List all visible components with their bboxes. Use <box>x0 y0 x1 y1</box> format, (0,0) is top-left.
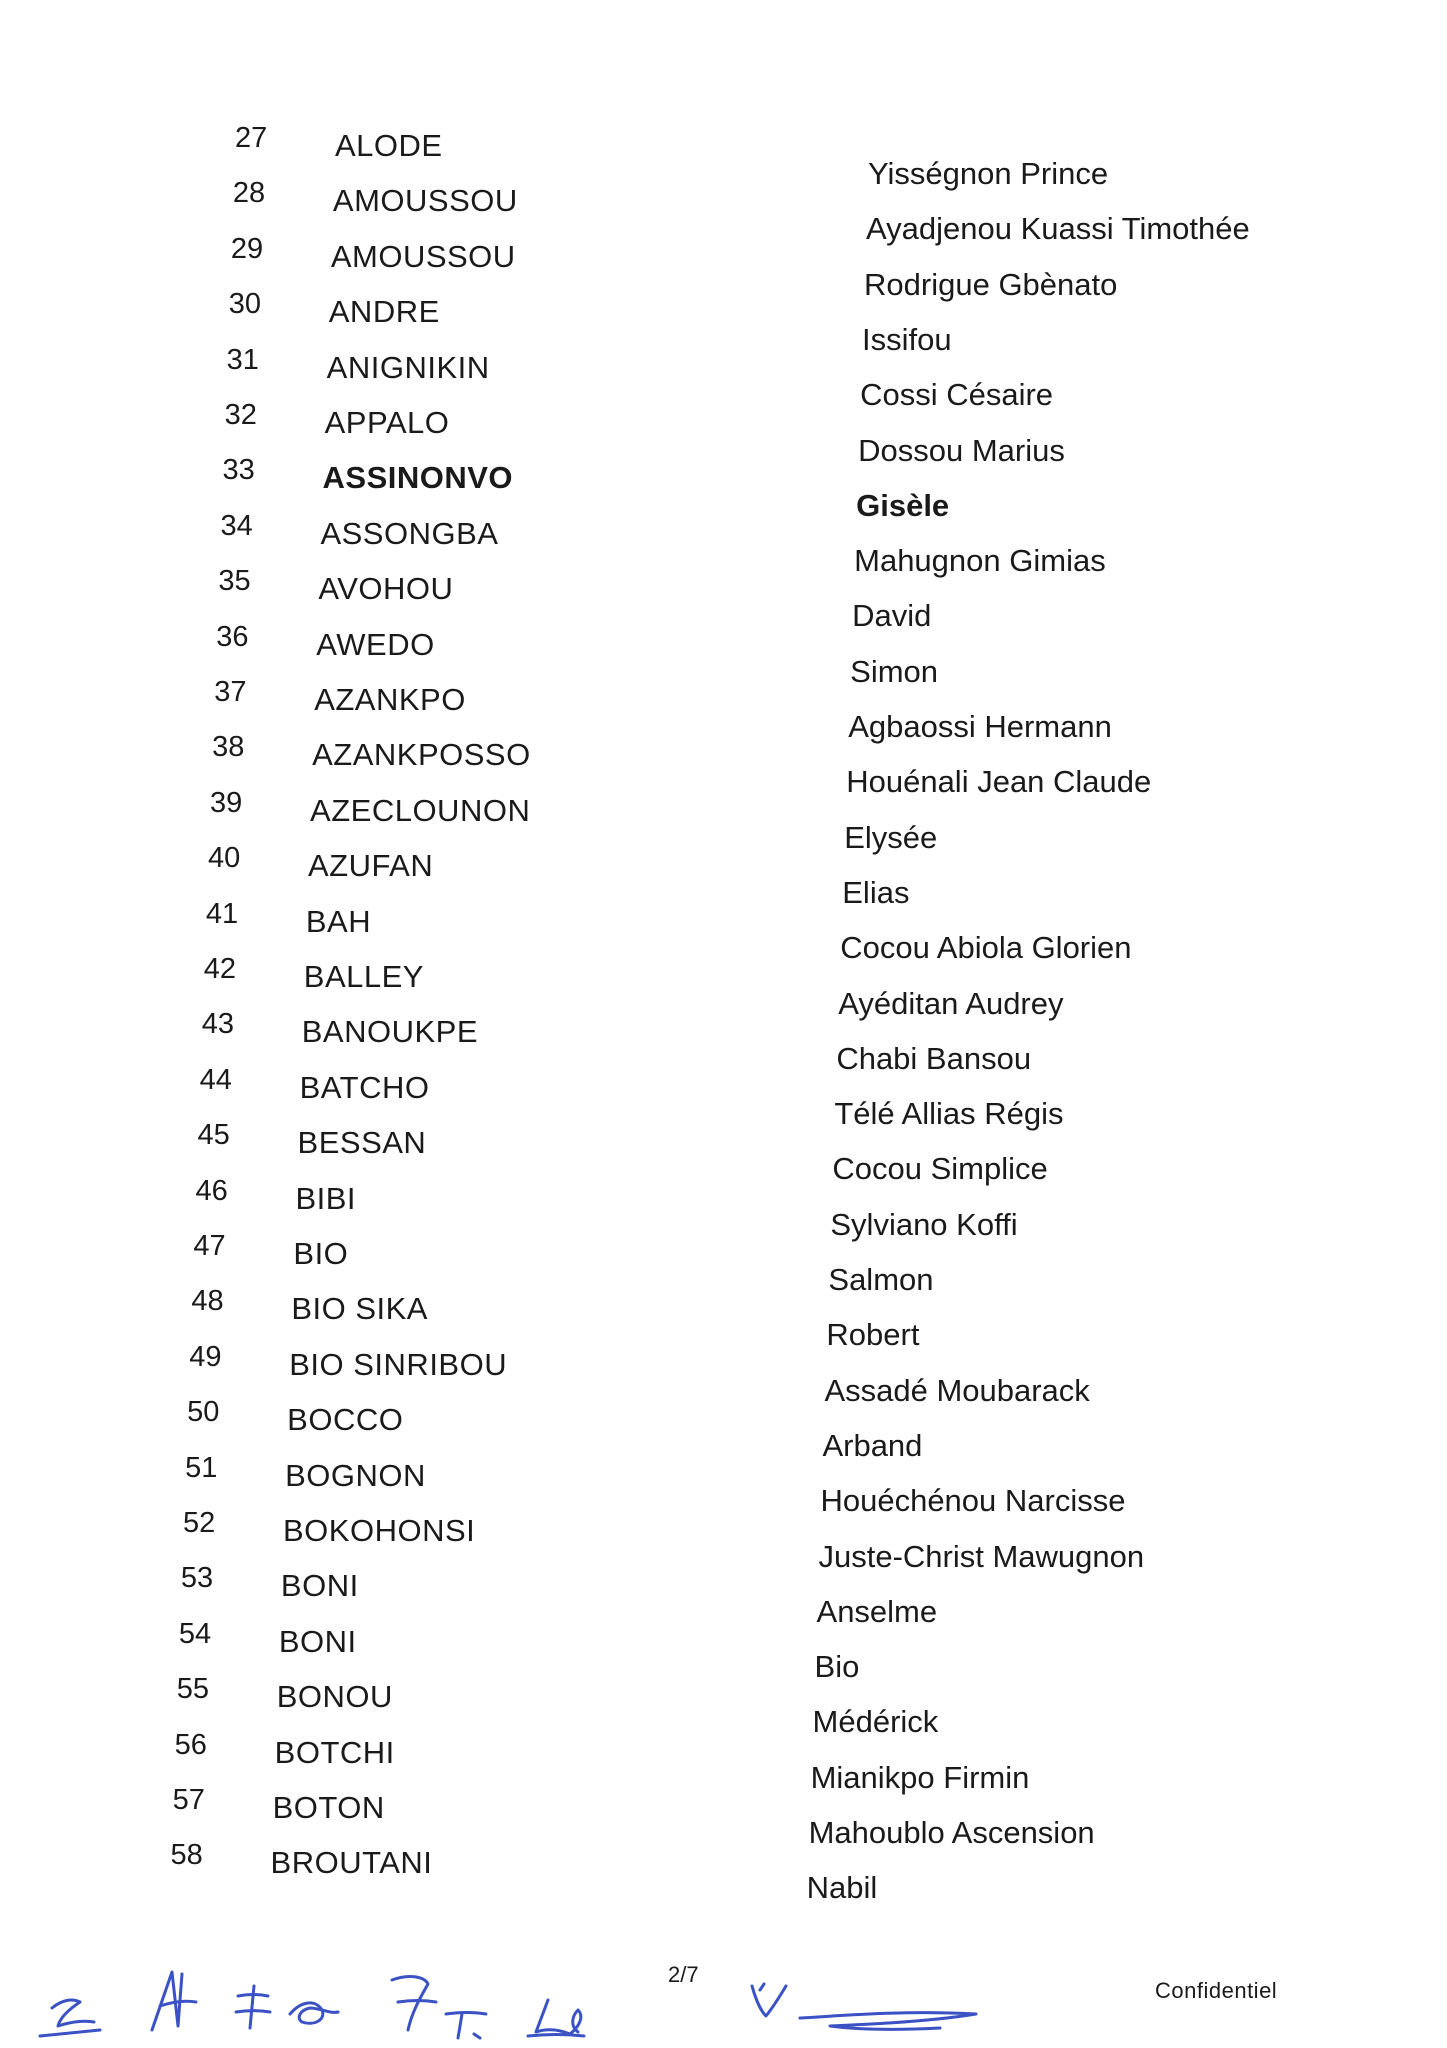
given-name: Bio <box>814 1649 860 1685</box>
initials-3 <box>236 1986 270 2028</box>
row-number: 54 <box>178 1617 212 1650</box>
row-number: 32 <box>224 399 257 431</box>
row-number: 52 <box>183 1507 216 1539</box>
surname: BAH <box>305 903 372 939</box>
given-name: Cossi Césaire <box>860 377 1054 413</box>
surname: ASSINONVO <box>322 460 514 496</box>
initials-2 <box>152 1972 196 2030</box>
surname: ANDRE <box>328 294 440 330</box>
given-name: Elias <box>842 874 910 910</box>
given-name: David <box>852 598 932 634</box>
given-name: Gisèle <box>856 487 950 523</box>
row-number: 29 <box>230 232 264 265</box>
surname: ALODE <box>335 128 443 163</box>
given-name: Ayéditan Audrey <box>838 985 1064 1021</box>
row-number: 49 <box>189 1340 222 1373</box>
given-name: Rodrigue Gbènato <box>864 266 1118 302</box>
surname: ASSONGBA <box>320 515 499 551</box>
given-name: Agbaossi Hermann <box>848 709 1112 744</box>
surname: BOGNON <box>285 1457 426 1493</box>
given-name: Médérick <box>812 1704 939 1740</box>
confidential-label: Confidentiel <box>1155 1978 1278 2003</box>
given-name: Anselme <box>816 1593 938 1629</box>
surname: BONI <box>278 1623 357 1659</box>
surname: ANIGNIKIN <box>326 349 490 385</box>
row-number: 27 <box>235 122 268 154</box>
surname: BESSAN <box>297 1125 427 1161</box>
given-name: Issifou <box>862 321 952 357</box>
initials-6 <box>446 2013 486 2039</box>
given-name: Houénali Jean Claude <box>846 764 1152 800</box>
surname: BIBI <box>295 1180 357 1216</box>
surname: BANOUKPE <box>301 1014 478 1050</box>
surname: AZUFAN <box>307 848 434 884</box>
given-name: Mahugnon Gimias <box>854 543 1106 579</box>
row-number: 58 <box>170 1839 203 1872</box>
row-number: 46 <box>195 1174 228 1207</box>
given-name: Mianikpo Firmin <box>810 1759 1030 1795</box>
row-number: 48 <box>191 1285 224 1318</box>
row-number: 57 <box>172 1784 205 1816</box>
initials-7 <box>528 2000 584 2036</box>
surname: AZANKPOSSO <box>312 737 531 773</box>
row-number: 47 <box>193 1230 226 1262</box>
row-number: 42 <box>203 953 237 985</box>
surname: BOTCHI <box>274 1734 395 1770</box>
row-number: 55 <box>176 1673 210 1706</box>
initials-5 <box>392 1977 436 2030</box>
row-number: 34 <box>220 509 253 542</box>
initials-8 <box>752 1984 786 2016</box>
given-name: Cocou Simplice <box>832 1151 1048 1187</box>
surname: AWEDO <box>316 626 435 662</box>
surname: BIO <box>293 1236 349 1271</box>
given-name: Elysée <box>844 819 938 855</box>
row-number: 43 <box>201 1008 234 1041</box>
surname: AZECLOUNON <box>310 792 531 828</box>
surname: BOCCO <box>287 1402 404 1438</box>
page-number: 2/7 <box>668 1962 699 1987</box>
surname: BONOU <box>276 1679 393 1715</box>
row-number: 41 <box>205 897 239 930</box>
given-name: Houéchénou Narcisse <box>820 1483 1126 1519</box>
row-number: 51 <box>185 1451 218 1484</box>
row-number: 35 <box>218 565 251 598</box>
given-name: Dossou Marius <box>858 432 1065 468</box>
given-name: Cocou Abiola Glorien <box>840 930 1132 966</box>
row-number: 50 <box>187 1396 220 1429</box>
initials-9 <box>800 2013 976 2030</box>
given-name: Ayadjenou Kuassi Timothée <box>866 211 1250 247</box>
surname: APPALO <box>324 405 450 440</box>
row-number: 37 <box>214 676 247 708</box>
surname: BOKOHONSI <box>283 1513 476 1548</box>
given-name: Assadé Moubarack <box>824 1372 1090 1408</box>
surname: BIO SINRIBOU <box>289 1346 508 1382</box>
given-name: Simon <box>850 653 939 689</box>
row-number: 39 <box>210 786 243 819</box>
given-name: Juste-Christ Mawugnon <box>818 1538 1145 1574</box>
given-name: Nabil <box>806 1870 878 1906</box>
given-name: Mahoublo Ascension <box>808 1815 1095 1850</box>
row-number: 56 <box>174 1728 207 1761</box>
surname: AVOHOU <box>318 571 454 607</box>
given-name: Chabi Bansou <box>836 1040 1032 1076</box>
surname: AMOUSSOU <box>332 183 518 219</box>
surname: BIO SIKA <box>291 1291 428 1327</box>
surname: AMOUSSOU <box>330 238 516 274</box>
row-number: 31 <box>226 343 259 376</box>
row-number: 45 <box>197 1119 230 1152</box>
surname: BROUTANI <box>270 1845 433 1881</box>
given-name: Robert <box>826 1317 920 1353</box>
given-name: Télé Allias Régis <box>834 1096 1064 1132</box>
surname: BATCHO <box>299 1069 430 1105</box>
surname: BOTON <box>272 1790 385 1825</box>
surname: BONI <box>280 1568 359 1604</box>
row-number: 36 <box>216 620 249 653</box>
row-number: 28 <box>232 177 266 210</box>
given-name: Sylviano Koffi <box>830 1206 1018 1242</box>
initials-4 <box>290 2003 338 2023</box>
row-number: 33 <box>222 454 255 487</box>
given-name: Salmon <box>828 1262 934 1297</box>
surname: AZANKPO <box>314 682 466 717</box>
row-number: 53 <box>180 1562 214 1595</box>
row-number: 30 <box>228 288 262 321</box>
row-number: 38 <box>212 731 245 764</box>
row-number: 40 <box>207 842 241 875</box>
row-number: 44 <box>199 1063 232 1096</box>
surname: BALLEY <box>303 959 424 994</box>
initials-1 <box>40 2000 100 2036</box>
given-name: Yisségnon Prince <box>868 156 1109 191</box>
given-name: Arband <box>822 1427 923 1463</box>
